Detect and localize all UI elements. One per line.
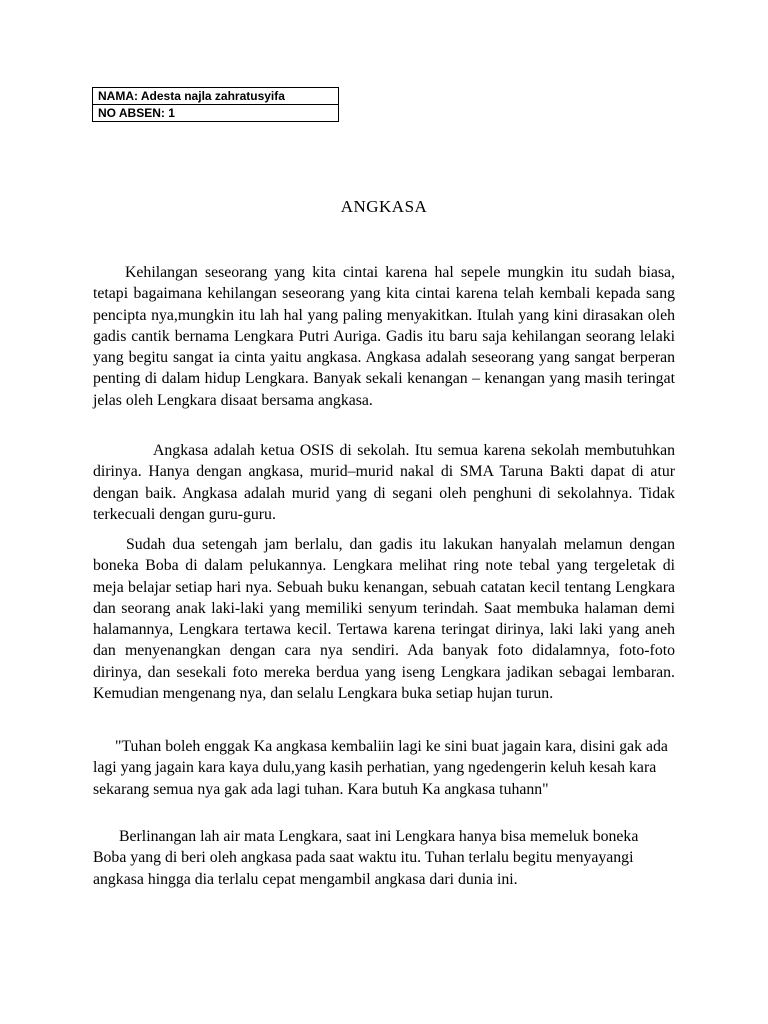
student-info-table [92,87,339,122]
name-row [93,88,339,105]
paragraph-text: Berlinangan lah air mata Lengkara, saat ini Lengkara hanya bisa memeluk boneka Boba yang di beri oleh angkasa pada saat waktu itu. Tuhan terlalu begitu menyayangi angkasa hingga dia terlalu cepat mengambil angkasa dari dunia ini. [93,828,639,888]
paragraph-1 [93,262,675,411]
paragraph-2 [93,440,675,525]
paragraph-text: Kehilangan seseorang yang kita cintai karena hal sepele mungkin itu sudah biasa, tetapi bagaimana kehilangan seseorang yang kita cintai karena telah kembali kepada sang pencipta nya,mungkin itu lah hal yang paling menyakitkan. Itulah yang kini dirasakan oleh gadis cantik bernama Lengkara Putri Auriga. Gadis itu baru saja kehilangan seorang lelaki yang begitu sangat ia cinta yaitu angkasa. Angkasa adalah seseorang yang sangat berperan penting di dalam hidup Lengkara. Banyak sekali kenangan – kenangan yang masih teringat jelas oleh Lengkara disaat bersama angkasa. [93,264,675,409]
paragraph-text: Sudah dua setengah jam berlalu, dan gadis itu lakukan hanyalah melamun dengan boneka Boba di dalam pelukannya. Lengkara melihat ring note tebal yang tergeletak di meja belajar setiap hari nya. Sebuah buku kenangan, sebuah catatan kecil tentang Lengkara dan seorang anak laki-laki yang memiliki senyum terindah. Saat membuka halaman demi halamannya, Lengkara tertawa kecil. Tertawa karena teringat dirinya, laki laki yang aneh dan menyenangkan dengan cara nya sendiri. Ada banyak foto didalamnya, foto-foto dirinya, dan sesekali foto mereka berdua yang iseng Lengkara jadikan sebagai lembaran. Kemudian mengenang nya, dan selalu Lengkara buka setiap hujan turun. [93,536,675,703]
paragraph-text: Angkasa adalah ketua OSIS di sekolah. Itu semua karena sekolah membutuhkan dirinya. Hanya dengan angkasa, murid–murid nakal di SMA Taruna Bakti dapat di atur dengan baik. Angkasa adalah murid yang di segani oleh penghuni di sekolahnya. Tidak terkecuali dengan guru-guru. [93,442,675,523]
absence-number-cell: NO ABSEN: 1 [93,105,339,122]
paragraph-text: "Tuhan boleh enggak Ka angkasa kembaliin lagi ke sini buat jagain kara, disini gak ada lagi yang jagain kara kaya dulu,yang kasih perhatian, yang ngedengerin keluh kesah kara sekarang semua nya gak ada lagi tuhan. Kara butuh Ka angkasa tuhann" [93,738,668,798]
story-title: ANGKASA [340,197,428,216]
absen-row [93,105,339,122]
paragraph-5 [93,826,675,890]
student-name-cell: NAMA: Adesta najla zahratusyifa [93,88,339,105]
dialogue-paragraph [93,736,675,800]
paragraph-3 [93,534,675,704]
